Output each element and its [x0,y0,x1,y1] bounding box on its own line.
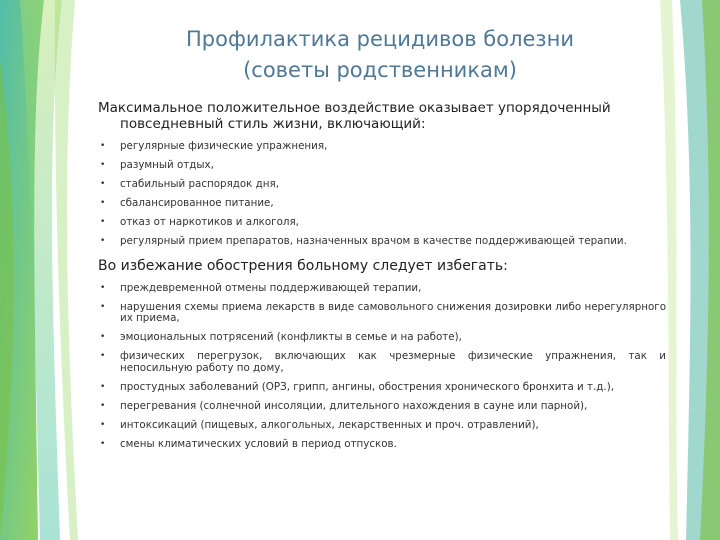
bullet-icon: • [100,179,106,189]
list-item: • разумный отдых, [100,159,214,171]
slide-title [110,24,650,86]
bullet-icon: • [100,282,106,293]
slide-content [98,100,666,458]
left-decorative-stripes [0,0,95,540]
list-item: • физических перегрузок, включающих как чрезмерные физические упражнения, так и непосильную работу по дому, [100,350,666,374]
bullet-icon: • [100,419,106,430]
list-item: • стабильный распорядок дня, [100,178,279,190]
title-line-1: Профилактика рецидивов болезни [186,27,574,51]
list-item: • регулярные физические упражнения, [100,140,328,152]
bullet-icon: • [100,438,106,449]
bullet-icon: • [100,381,106,392]
bullet-icon: • [100,198,106,208]
bullet-icon: • [100,141,106,151]
bullet-icon: • [100,160,106,170]
intro-paragraph: Максимальное положительное воздействие оказывает упорядоченный повседневный стиль жизни, включающий: [98,100,611,132]
list-item: • сбалансированное питание, [100,197,274,209]
bullet-icon: • [100,217,106,227]
list-item: • отказ от наркотиков и алкоголя, [100,216,299,228]
list-item: • нарушения схемы приема лекарств в виде самовольного снижения дозировки либо нерегулярного их приема, [100,300,666,324]
list-item: • простудных заболеваний (ОРЗ, грипп, ангины, обострения хронического бронхита и т.д.), [100,380,614,393]
list-item: • преждевременной отмены поддерживающей терапии, [100,281,422,294]
avoid-list [98,283,666,451]
bullet-icon: • [100,351,106,361]
list-item: • регулярный прием препаратов, назначенных врачом в качестве поддерживающей терапии. [100,235,627,247]
list-item: • смены климатических условий в период отпусков. [100,437,397,450]
title-line-2: (советы родственникам) [243,58,517,82]
list-item: • интоксикаций (пищевых, алкогольных, лекарственных и проч. отравлений), [100,418,539,431]
bullet-icon: • [100,236,106,246]
bullet-icon: • [100,332,106,342]
bullet-icon: • [100,400,106,411]
bullet-icon: • [100,301,106,312]
lifestyle-list [98,141,666,248]
list-item: • перегревания (солнечной инсоляции, длительного нахождения в сауне или парной), [100,399,588,412]
section-subheading: Во избежание обострения больному следует избегать: [98,257,508,274]
list-item: • эмоциональных потрясений (конфликты в семье и на работе), [100,331,462,343]
